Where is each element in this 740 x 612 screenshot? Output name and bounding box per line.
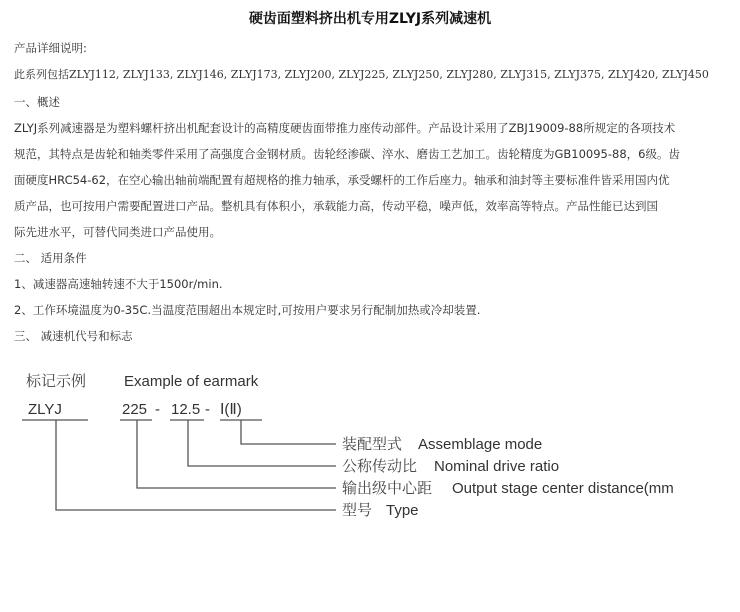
label-distance-zh: 输出级中心距 — [342, 479, 433, 497]
section1-line: 际先进水平，可替代同类进口产品使用。 — [14, 225, 221, 239]
detail-label: 产品详细说明: — [14, 41, 87, 55]
label-type-zh: 型号 — [342, 501, 373, 519]
code-mode: Ⅰ(Ⅱ) — [220, 401, 242, 418]
section2-item: 1、减速器高速轴转速不大于1500r/min. — [14, 277, 223, 291]
code-distance: 225 — [122, 401, 148, 418]
section1-line: 质产品，也可按用户需要配置进口产品。整机具有体积小，承载能力高，传动平稳，噪声低，效率高等特点。产品性能已达到国 — [14, 199, 658, 213]
label-type-en: Type — [386, 502, 419, 519]
section1-heading: 一、概述 — [14, 95, 60, 109]
section1-line: 规范，其特点是齿轮和轴类零件采用了高强度合金钢材质。齿轮经渗碳、淬水、磨齿工艺加工。齿轮精度为GB10095-88，6级。齿 — [14, 147, 680, 161]
page-title: 硬齿面塑料挤出机专用ZLYJ系列减速机 — [248, 11, 492, 27]
diagram-title-en: Example of earmark — [124, 373, 259, 390]
section1-line: 面硬度HRC54-62，在空心输出轴前端配置有超规格的推力轴承，承受螺杆的工作后座力。轴承和油封等主要标准件皆采用国内优 — [14, 173, 670, 187]
code-ratio: 12.5 — [171, 401, 201, 418]
earmark-diagram — [0, 360, 740, 550]
diagram-title-zh: 标记示例 — [26, 372, 87, 390]
code-separator: - — [205, 401, 210, 418]
series-line: 此系列包括ZLYJ112, ZLYJ133, ZLYJ146, ZLYJ173, ZLYJ200, ZLYJ225, ZLYJ250, ZLYJ280, ZLYJ315, ZLYJ375, ZLYJ420, ZLYJ450 — [14, 68, 709, 81]
section2-heading: 二、 适用条件 — [14, 251, 87, 265]
label-assemblage-zh: 装配型式 — [342, 435, 403, 453]
label-ratio-en: Nominal drive ratio — [434, 458, 560, 475]
section3-heading: 三、 减速机代号和标志 — [14, 329, 133, 343]
section2-item: 2、工作环境温度为0-35C.当温度范围超出本规定时,可按用户要求另行配制加热或冷却装置. — [14, 303, 481, 317]
label-assemblage-en: Assemblage mode — [418, 436, 543, 453]
code-separator: - — [155, 401, 160, 418]
section1-line: ZLYJ系列减速器是为塑料螺杆挤出机配套设计的高精度硬齿面带推力座传动部件。产品设计采用了ZBJ19009-88所规定的各项技术 — [14, 121, 676, 135]
label-ratio-zh: 公称传动比 — [342, 457, 418, 475]
code-type: ZLYJ — [28, 401, 62, 418]
label-distance-en: Output stage center distance(mm — [452, 480, 674, 497]
